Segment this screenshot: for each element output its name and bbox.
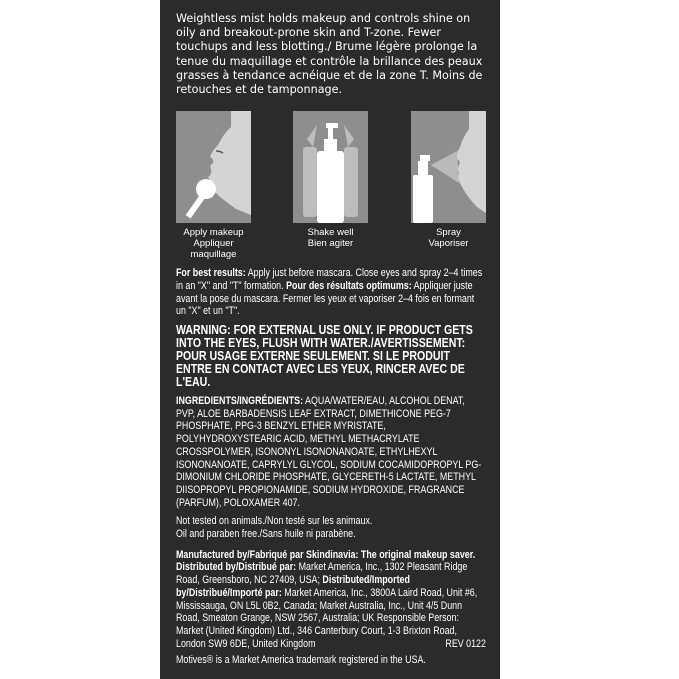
step-apply-makeup [176, 111, 251, 260]
step-spray [411, 111, 486, 249]
distributor-label: Distributed by/Distribué par: [176, 561, 297, 574]
usage-steps [176, 111, 486, 261]
trademark-notice: Motives® is a Market America trademark registered in the USA. [176, 654, 426, 667]
importer-text: Market America, Inc., 3800A Laird Road, Unit #6, Mississauga, ON L5L 0B2, Canada; Market Australia, Inc., Unit 4/5 Dunn Road, Smeaton Grange, NSW 2567, Australia; UK Responsible Person: Market (United Kingdom) Ltd., 346 Canterbury Court, 1-3 Brixton Road, London SW9 6DE, United Kingdom [176, 586, 478, 650]
importer-label: Distributed/Imported by/Distribué/Importé par: [176, 574, 410, 599]
step-label: Apply makeup [183, 227, 244, 239]
step-shake-well [293, 111, 368, 249]
note-item: Oil and paraben free./Sans huile ni parabène. [176, 528, 356, 541]
step-label-fr: Bien agiter [307, 238, 354, 250]
label-content [176, 12, 486, 667]
distributor-text: Market America, Inc., 1302 Pleasant Ridge Road, Greensboro, NC 27409, USA; [176, 561, 468, 587]
step-label: Shake well [307, 227, 354, 239]
usage-heading: For best results: [176, 267, 246, 280]
usage-text-en: Apply just before mascara. Close eyes and spray 2–4 times in an "X" and "T" formation. [176, 267, 483, 292]
product-description: Weightless mist holds makeup and controls shine on oily and breakout-prone skin and T-zone. Fewer touchups and less blotting./ Brume légère prolonge la tenue du maquillage et contrôle la brillance des peaux grasses à tendance acnéique et de la zone T. Moins de retouches et de tamponnage. [176, 12, 483, 97]
ingredients-list [176, 395, 486, 509]
product-notes [176, 515, 486, 540]
usage-heading-fr: Pour des résultats optimums: [286, 279, 412, 292]
note-item: Not tested on animals./Non testé sur les animaux. [176, 515, 373, 528]
usage-text-fr: Appliquer juste avant la pose du mascara. Fermer les yeux et vaporiser 2–4 fois en formant un "X" et un "T". [176, 279, 475, 318]
revision-code: REV 0122 [445, 637, 486, 650]
step-label: Spray [436, 227, 461, 239]
spray-face-icon [411, 111, 486, 223]
manufacturer-info [176, 549, 486, 667]
ingredients-text: AQUA/WATER/EAU, ALCOHOL DENAT, PVP, ALOE BARBADENSIS LEAF EXTRACT, DIMETHICONE PEG-7 PHOSPHATE, PPG-3 BENZYL ETHER MYRISTATE, POLYHYDROXYSTEARIC ACID, METHYL METHACRYLATE CROSSPOLYMER, ISONONYL ISONONANOATE, ETHYLHEXYL ISONONANOATE, CAPRYLYL GLYCOL, SODIUM COCAMIDOPROPYL PG-DIMONIUM CHLORIDE PHOSPHATE, GLYCERETH-5 LACTATE, METHYL DIISOPROPYL PROPIONAMIDE, SODIUM HYDROXIDE, FRAGRANCE (PARFUM), POLOXAMER 407. [176, 395, 482, 509]
usage-instructions [176, 267, 486, 318]
product-label-panel [160, 0, 500, 679]
ingredients-heading: INGREDIENTS/INGRÉDIENTS: [176, 395, 304, 408]
face-brush-icon [176, 111, 251, 223]
manufacturer-heading: Manufactured by/Fabriqué par Skindinavia: The original makeup saver. [176, 548, 476, 561]
shake-bottle-icon [293, 111, 368, 223]
step-label-fr: Appliquer maquillage [190, 238, 237, 261]
step-label-fr: Vaporiser [428, 238, 469, 250]
warning-text: WARNING: FOR EXTERNAL USE ONLY. IF PRODUCT GETS INTO THE EYES, FLUSH WITH WATER./AVERTISSEMENT: POUR USAGE EXTERNE SEULEMENT. SI LE PRODUIT ENTRE EN CONTACT AVEC LES YEUX, RINCER AVEC DE L'EAU. [176, 323, 473, 390]
